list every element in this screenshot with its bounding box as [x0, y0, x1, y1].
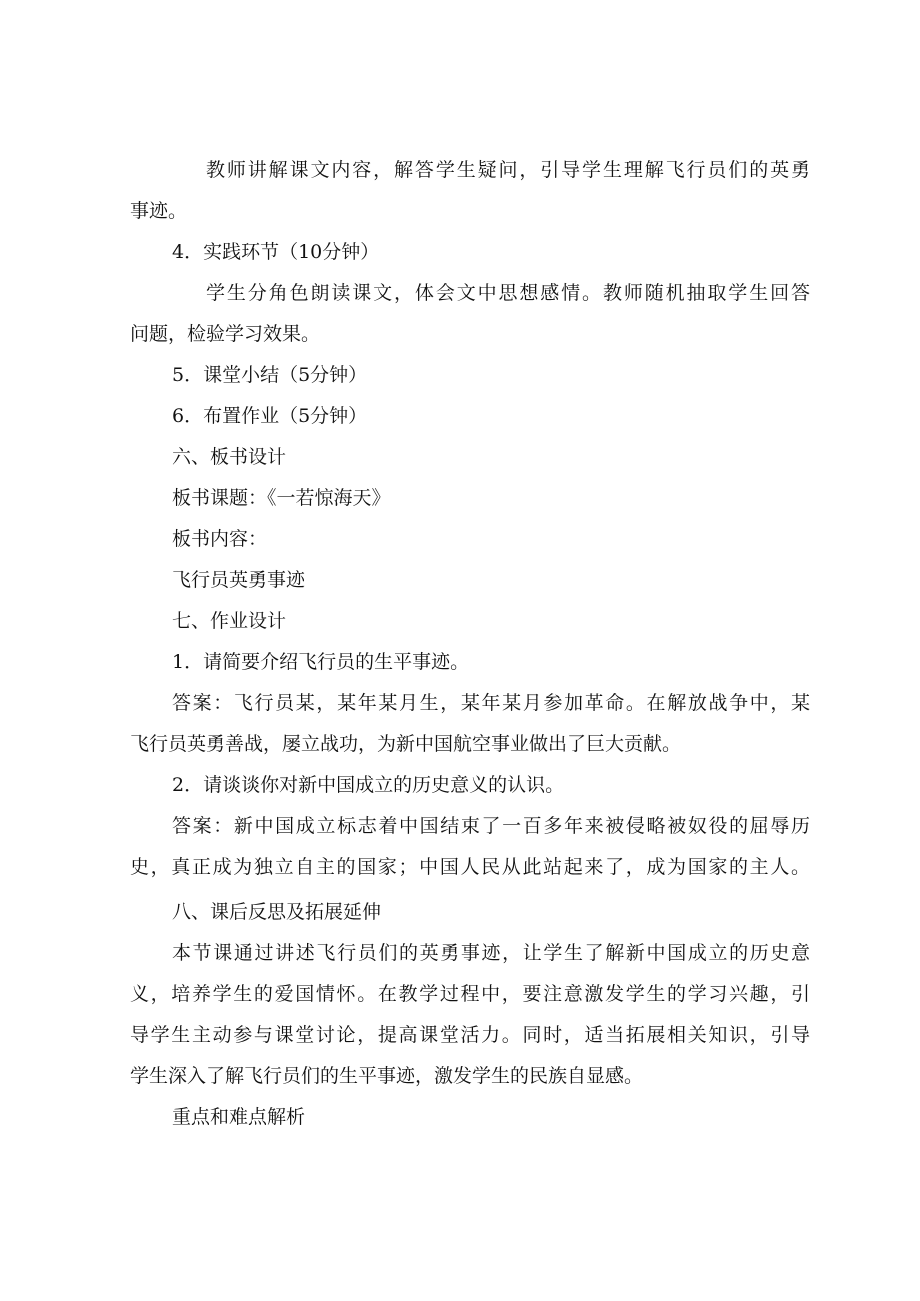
paragraph-line: 板书课题：《一若惊海天》 — [172, 487, 391, 509]
section-heading: 4．实践环节（10分钟） — [172, 241, 380, 263]
paragraph-line: 义，培养学生的爱国情怀。在教学过程中，要注意激发学生的学习兴趣，引 — [130, 983, 810, 1005]
question-line: 1．请简要介绍飞行员的生平事迹。 — [172, 651, 470, 673]
answer-line: 史，真正成为独立自主的国家；中国人民从此站起来了，成为国家的主人。 — [130, 856, 810, 878]
paragraph-line: 飞行员英勇事迹 — [172, 569, 306, 591]
paragraph-line: 板书内容： — [172, 528, 268, 550]
section-heading: 5．课堂小结（5分钟） — [172, 364, 368, 386]
answer-line: 飞行员英勇善战，屡立战功，为新中国航空事业做出了巨大贡献。 — [130, 733, 682, 755]
section-heading: 六、板书设计 — [172, 446, 287, 468]
paragraph-line: 学生分角色朗读课文，体会文中思想感情。教师随机抽取学生回答 — [206, 282, 810, 304]
paragraph-line: 教师讲解课文内容，解答学生疑问，引导学生理解飞行员们的英勇 — [206, 159, 810, 181]
answer-line: 答案：新中国成立标志着中国结束了一百多年来被侵略被奴役的屈辱历 — [172, 815, 810, 837]
question-line: 2．请谈谈你对新中国成立的历史意义的认识。 — [172, 774, 565, 796]
section-heading: 七、作业设计 — [172, 610, 287, 632]
section-heading: 八、课后反思及拓展延伸 — [172, 901, 382, 923]
section-heading: 重点和难点解析 — [172, 1106, 306, 1128]
paragraph-line: 本节课通过讲述飞行员们的英勇事迹，让学生了解新中国成立的历史意 — [172, 942, 810, 964]
paragraph-line: 问题，检验学习效果。 — [130, 323, 321, 345]
paragraph-line: 导学生主动参与课堂讨论，提高课堂活力。同时，适当拓展相关知识，引导 — [130, 1024, 810, 1046]
paragraph-line: 学生深入了解飞行员们的生平事迹，激发学生的民族自显感。 — [130, 1065, 644, 1087]
answer-line: 答案：飞行员某，某年某月生，某年某月参加革命。在解放战争中，某 — [172, 692, 810, 714]
paragraph-line: 事迹。 — [130, 200, 188, 222]
section-heading: 6．布置作业（5分钟） — [172, 405, 368, 427]
